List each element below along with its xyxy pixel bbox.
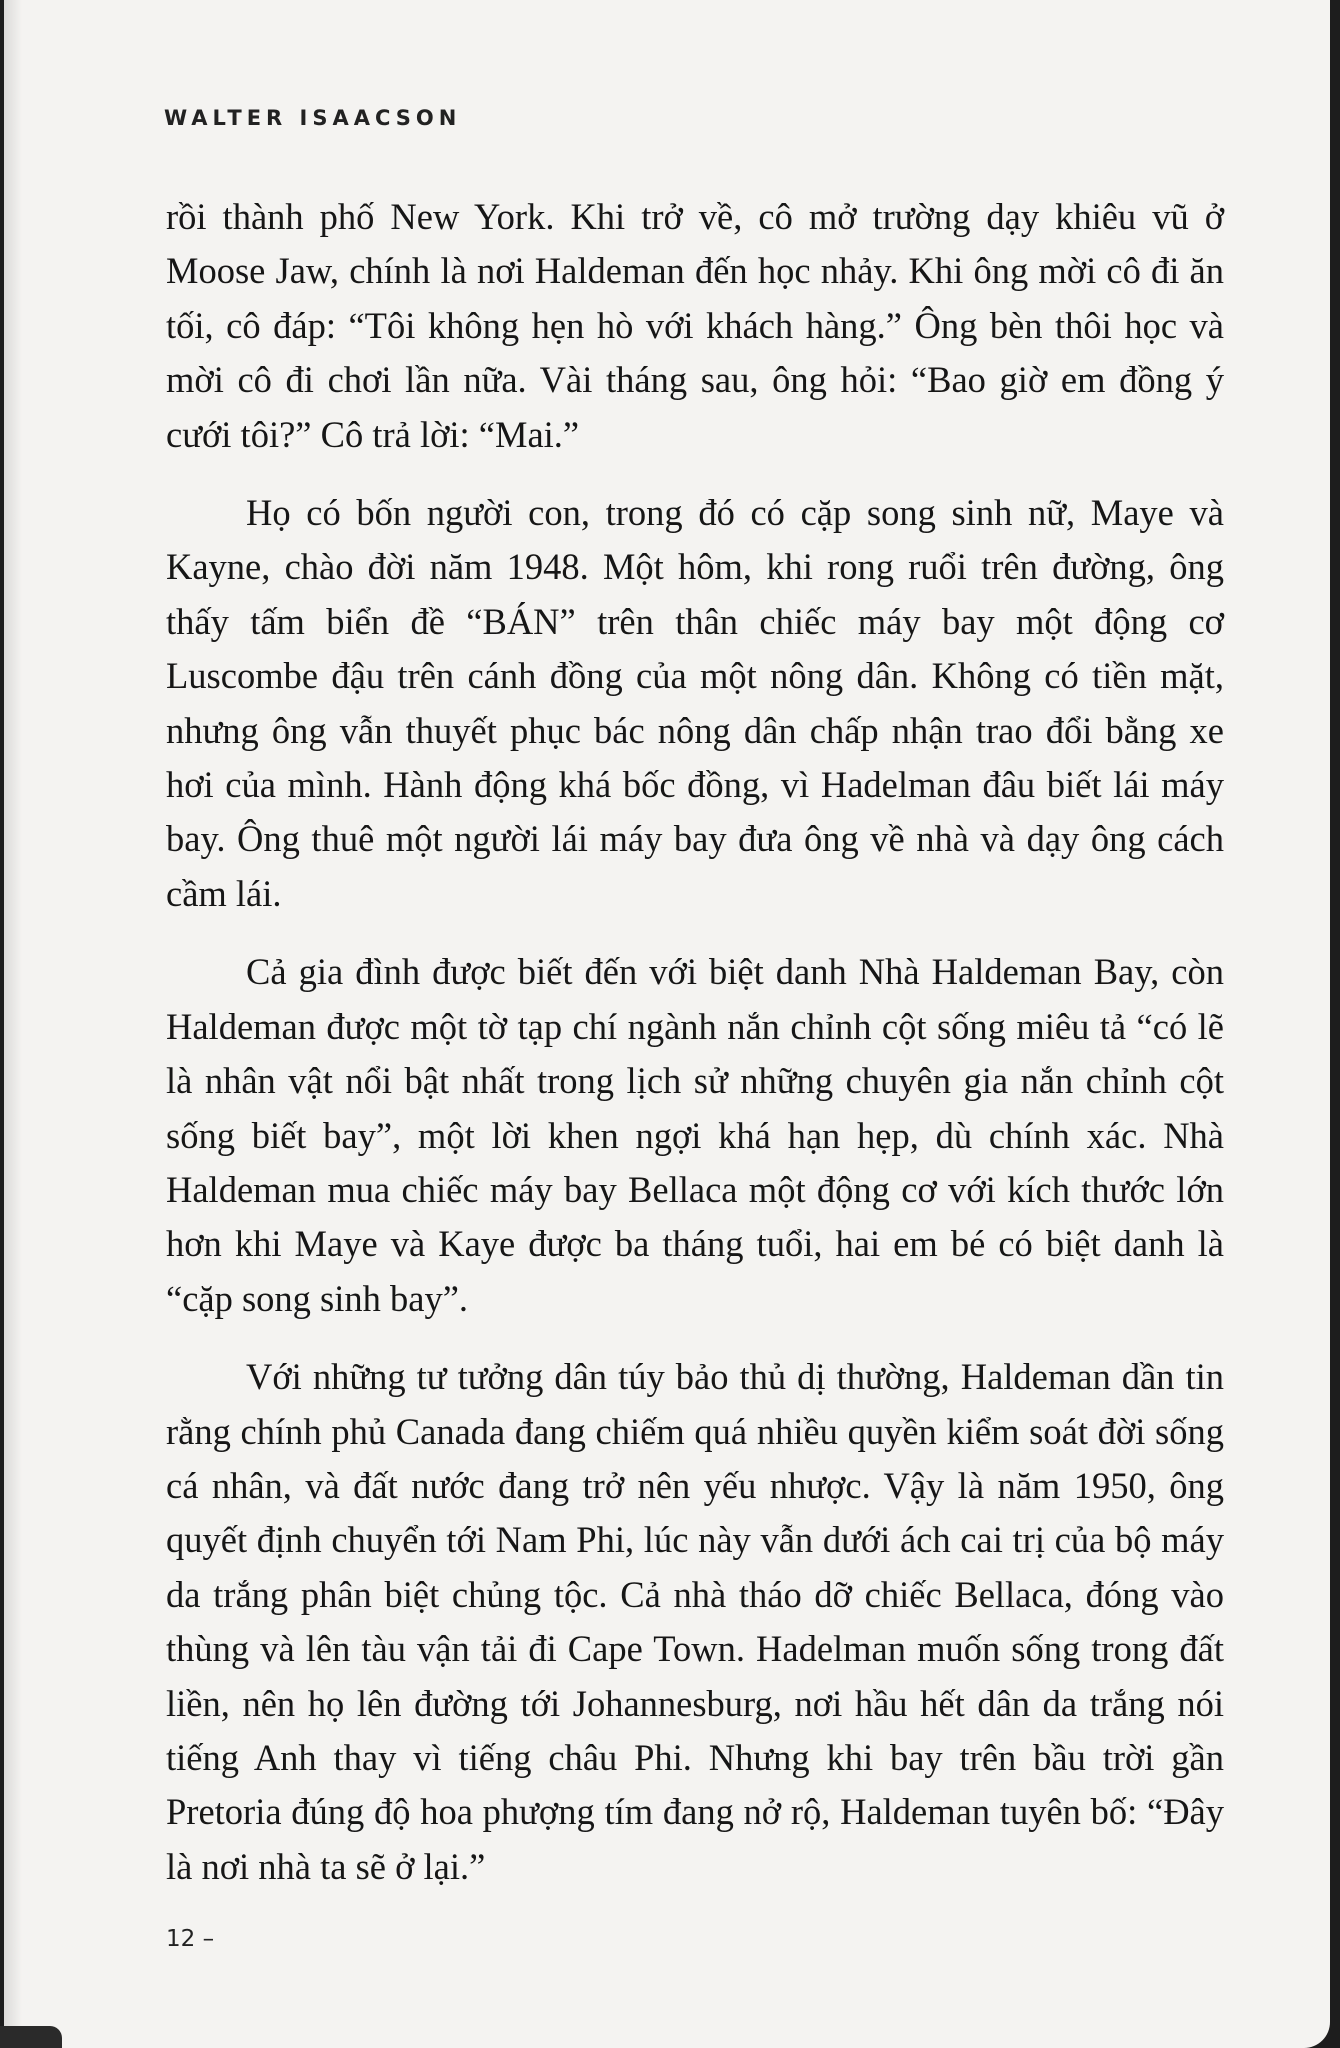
binding-clip [0,2026,62,2048]
paragraph: rồi thành phố New York. Khi trở về, cô mở trường dạy khiêu vũ ở Moose Jaw, chính là nơi Haldeman đến học nhảy. Khi ông mời cô đi ăn tối, cô đáp: “Tôi không hẹn hò với khách hàng.” Ông bèn thôi học và mời cô đi chơi lần nữa. Vài tháng sau, ông hỏi: “Bao giờ em đồng ý cưới tôi?” Cô trả lời: “Mai.” [166,196,1224,455]
book-page [4,0,1330,2048]
page-gutter-shadow [4,0,22,2048]
running-head: WALTER ISAACSON [164,106,462,130]
paragraph: Với những tư tưởng dân túy bảo thủ dị thường, Haldeman dần tin rằng chính phủ Canada đang chiếm quá nhiều quyền kiểm soát đời sống cá nhân, và đất nước đang trở nên yếu nhược. Vậy là năm 1950, ông quyết định chuyển tới Nam Phi, lúc này vẫn dưới ách cai trị của bộ máy da trắng phân biệt chủng tộc. Cả nhà tháo dỡ chiếc Bellaca, đóng vào thùng và lên tàu vận tải đi Cape Town. Hadelman muốn sống trong đất liền, nên họ lên đường tới Johannesburg, nơi hầu hết dân da trắng nói tiếng Anh thay vì tiếng châu Phi. Nhưng khi bay trên bầu trời gần Pretoria đúng độ hoa phượng tím đang nở rộ, Haldeman tuyên bố: “Đây là nơi nhà ta sẽ ở lại.” [166,1356,1224,1887]
paragraph: Cả gia đình được biết đến với biệt danh Nhà Haldeman Bay, còn Haldeman được một tờ tạp chí ngành nắn chỉnh cột sống miêu tả “có lẽ là nhân vật nổi bật nhất trong lịch sử những chuyên gia nắn chỉnh cột sống biết bay”, một lời khen ngợi khá hạn hẹp, dù chính xác. Nhà Haldeman mua chiếc máy bay Bellaca một động cơ với kích thước lớn hơn khi Maye và Kaye được ba tháng tuổi, hai em bé có biệt danh là “cặp song sinh bay”. [166,951,1224,1319]
paragraph: Họ có bốn người con, trong đó có cặp song sinh nữ, Maye và Kayne, chào đời năm 1948. Một hôm, khi rong ruổi trên đường, ông thấy tấm biển đề “BÁN” trên thân chiếc máy bay một động cơ Luscombe đậu trên cánh đồng của một nông dân. Không có tiền mặt, nhưng ông vẫn thuyết phục bác nông dân chấp nhận trao đổi bằng xe hơi của mình. Hành động khá bốc đồng, vì Hadelman đâu biết lái máy bay. Ông thuê một người lái máy bay đưa ông về nhà và dạy ông cách cầm lái. [166,492,1224,914]
body-text [166,190,1224,1918]
page-number: 12 – [166,1926,215,1952]
